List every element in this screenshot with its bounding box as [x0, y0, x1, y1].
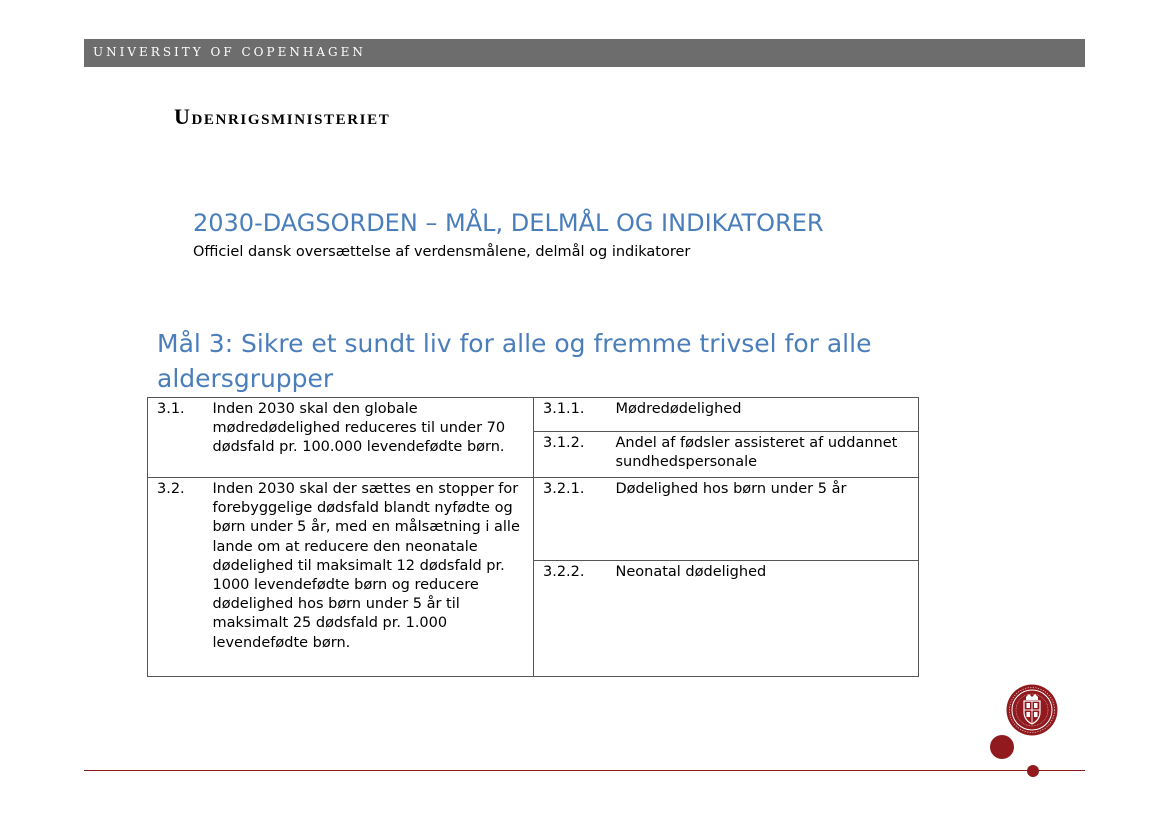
ministry-name: Udenrigsministeriet [174, 104, 391, 129]
decorative-dot [1027, 765, 1039, 777]
indicator-text: Mødredødelighed [614, 398, 919, 432]
indicator-number: 3.2.2. [534, 561, 614, 677]
indicator-text: Neonatal dødelighed [614, 561, 919, 677]
indicator-number: 3.1.2. [534, 432, 614, 478]
indicator-text: Dødelighed hos børn under 5 år [614, 478, 919, 561]
table-row [148, 478, 919, 561]
goal-heading: Mål 3: Sikre et sundt liv for alle og fremme trivsel for alle aldersgrupper [157, 329, 872, 393]
indicator-number: 3.1.1. [534, 398, 614, 432]
target-text: Inden 2030 skal der sættes en stopper for forebyggelige dødsfald blandt nyfødte og børn under 5 år, med en målsætning i alle lande om at reducere den neonatale dødelighed til maksimalt 12 dødsfald pr. 1000 levendefødte børn og reducere dødelighed hos børn under 5 år til maksimalt 25 dødsfald pr. 1.000 levendefødte børn. [212, 478, 534, 677]
table-row [148, 398, 919, 432]
footer-line [84, 770, 1085, 771]
decorative-dot [990, 735, 1014, 759]
indicator-text: Andel af fødsler assisteret af uddannet sundhedspersonale [614, 432, 919, 478]
target-number: 3.1. [148, 398, 212, 478]
targets-table [147, 397, 919, 677]
document-subtitle: Officiel dansk oversættelse af verdensmålene, delmål og indikatorer [193, 244, 691, 260]
top-banner [84, 39, 1085, 67]
target-number: 3.2. [148, 478, 212, 677]
university-seal-icon [1006, 684, 1058, 736]
target-text: Inden 2030 skal den globale mødredødelighed reduceres til under 70 dødsfald pr. 100.000 levendefødte børn. [212, 398, 534, 478]
document-title: 2030-DAGSORDEN – MÅL, DELMÅL OG INDIKATORER [193, 209, 824, 237]
university-name: UNIVERSITY OF COPENHAGEN [93, 45, 366, 59]
indicator-number: 3.2.1. [534, 478, 614, 561]
